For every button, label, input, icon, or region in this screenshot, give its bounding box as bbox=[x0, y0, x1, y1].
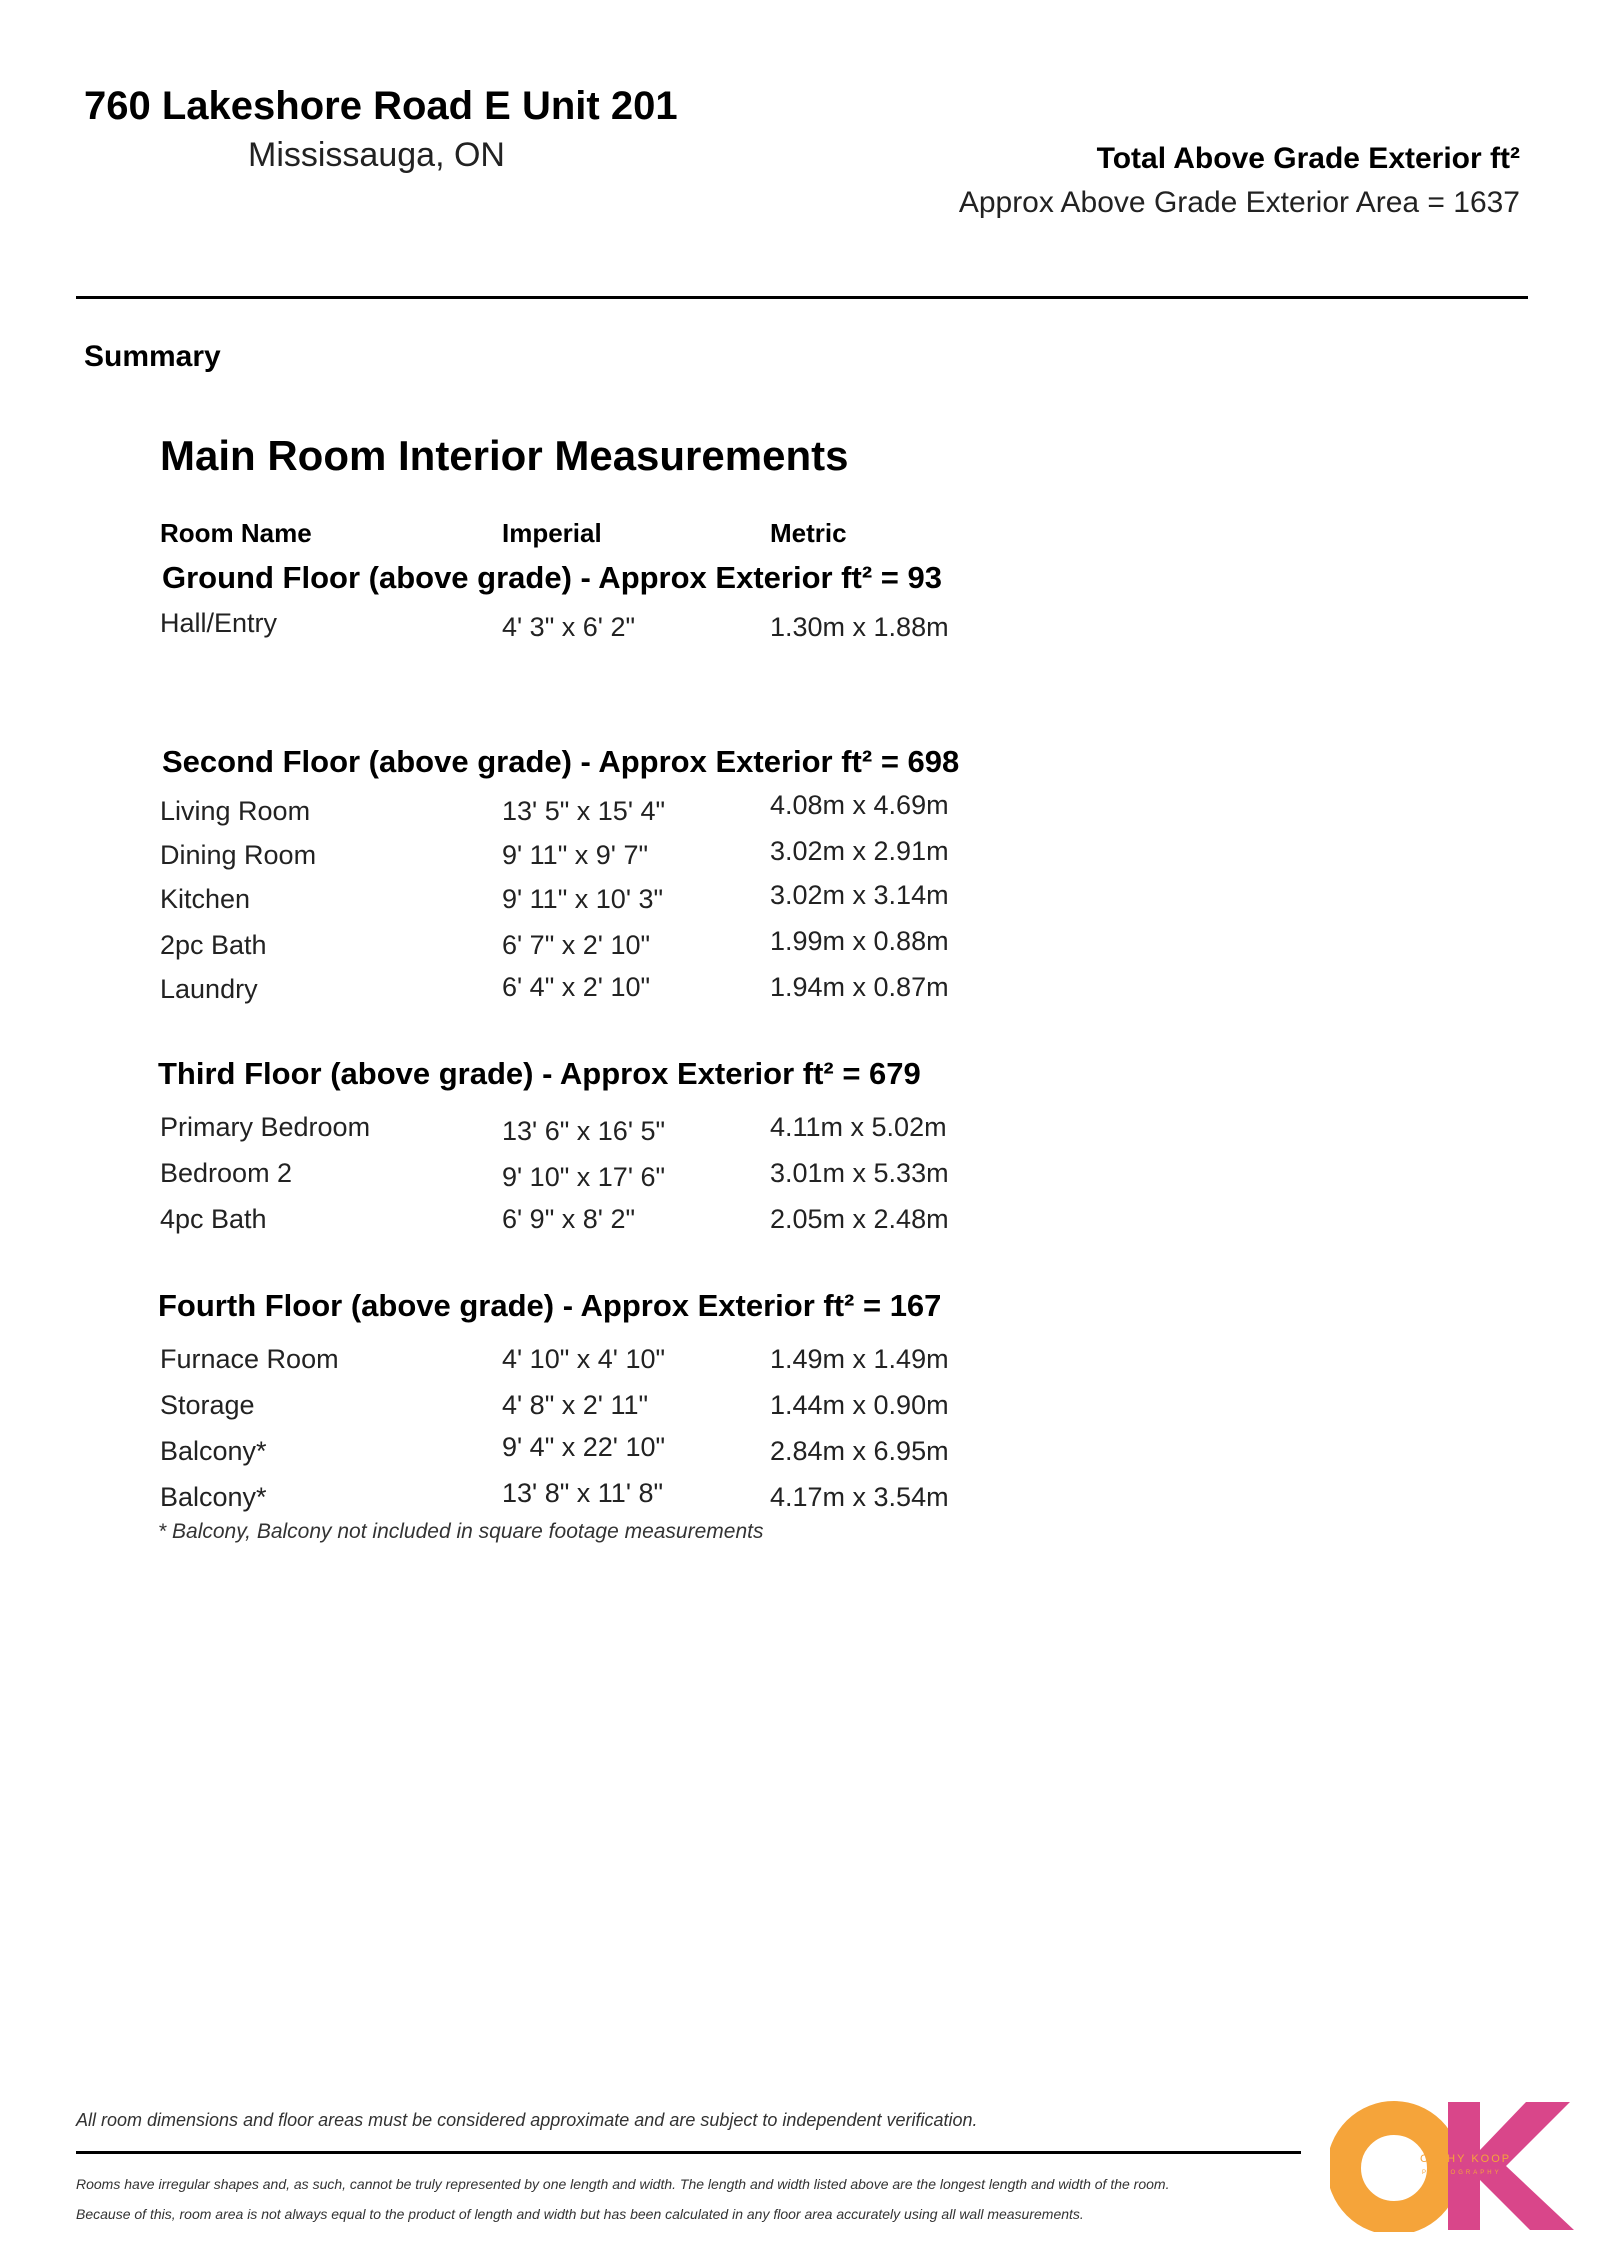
room-metric: 4.11m x 5.02m bbox=[770, 1112, 947, 1142]
column-header-imperial: Imperial bbox=[502, 518, 602, 548]
logo-brand-subtitle: PHOTOGRAPHY bbox=[1422, 2170, 1502, 2176]
room-metric: 1.94m x 0.87m bbox=[770, 972, 949, 1002]
fine-print-1: Rooms have irregular shapes and, as such, cannot be truly represented by one length and width. The length and width listed above are the longest length and width of the room. bbox=[76, 2176, 1170, 2192]
room-metric: 3.01m x 5.33m bbox=[770, 1158, 949, 1188]
room-imperial: 9' 4" x 22' 10" bbox=[502, 1432, 666, 1462]
room-name: Balcony* bbox=[160, 1482, 267, 1512]
summary-heading: Summary bbox=[84, 340, 221, 373]
column-header-metric: Metric bbox=[770, 518, 847, 548]
property-city: Mississauga, ON bbox=[248, 136, 505, 174]
room-name: Living Room bbox=[160, 796, 311, 826]
room-imperial: 9' 11" x 9' 7" bbox=[502, 840, 649, 870]
balcony-footnote: * Balcony, Balcony not included in square footage measurements bbox=[158, 1520, 764, 1543]
room-name: Bedroom 2 bbox=[160, 1158, 293, 1188]
room-imperial: 6' 7" x 2' 10" bbox=[502, 930, 651, 960]
property-address: 760 Lakeshore Road E Unit 201 bbox=[84, 84, 678, 128]
room-name: Balcony* bbox=[160, 1436, 267, 1466]
room-imperial: 4' 10" x 4' 10" bbox=[502, 1344, 666, 1374]
column-header-room: Room Name bbox=[160, 518, 312, 548]
fine-print-2: Because of this, room area is not always equal to the product of length and width but has been calculated in any floor area accurately using all wall measurements. bbox=[76, 2206, 1084, 2222]
room-metric: 4.08m x 4.69m bbox=[770, 790, 949, 820]
room-name: Laundry bbox=[160, 974, 258, 1004]
total-area-value: Approx Above Grade Exterior Area = 1637 bbox=[958, 186, 1520, 219]
room-metric: 1.44m x 0.90m bbox=[770, 1390, 949, 1420]
room-imperial: 6' 4" x 2' 10" bbox=[502, 972, 651, 1002]
room-metric: 4.17m x 3.54m bbox=[770, 1482, 949, 1512]
room-imperial: 13' 5" x 15' 4" bbox=[502, 796, 666, 826]
room-imperial: 4' 3" x 6' 2" bbox=[502, 612, 636, 642]
footer-divider bbox=[76, 2151, 1301, 2154]
room-imperial: 13' 6" x 16' 5" bbox=[502, 1116, 666, 1146]
room-name: Dining Room bbox=[160, 840, 317, 870]
section-title: Main Room Interior Measurements bbox=[160, 432, 849, 479]
room-name: 4pc Bath bbox=[160, 1204, 267, 1234]
room-name: Primary Bedroom bbox=[160, 1112, 371, 1142]
room-name: 2pc Bath bbox=[160, 930, 267, 960]
room-metric: 2.84m x 6.95m bbox=[770, 1436, 949, 1466]
room-metric: 2.05m x 2.48m bbox=[770, 1204, 949, 1234]
logo-brand-name: CATHY KOOP bbox=[1420, 2153, 1512, 2165]
total-area-label: Total Above Grade Exterior ft² bbox=[1096, 142, 1520, 175]
room-imperial: 9' 11" x 10' 3" bbox=[502, 884, 664, 914]
floor-title-second: Second Floor (above grade) - Approx Exterior ft² = 698 bbox=[162, 744, 960, 779]
room-metric: 1.30m x 1.88m bbox=[770, 612, 949, 642]
room-metric: 1.49m x 1.49m bbox=[770, 1344, 949, 1374]
logo bbox=[1330, 2098, 1580, 2232]
floor-title-ground: Ground Floor (above grade) - Approx Exterior ft² = 93 bbox=[162, 560, 942, 595]
room-imperial: 9' 10" x 17' 6" bbox=[502, 1162, 666, 1192]
room-metric: 3.02m x 2.91m bbox=[770, 836, 949, 866]
disclaimer: All room dimensions and floor areas must be considered approximate and are subject to independent verification. bbox=[76, 2110, 978, 2130]
room-name: Furnace Room bbox=[160, 1344, 339, 1374]
room-imperial: 13' 8" x 11' 8" bbox=[502, 1478, 664, 1508]
logo-o-ring bbox=[1344, 2118, 1444, 2218]
room-name: Hall/Entry bbox=[160, 608, 278, 638]
room-imperial: 6' 9" x 8' 2" bbox=[502, 1204, 636, 1234]
room-name: Storage bbox=[160, 1390, 255, 1420]
room-metric: 3.02m x 3.14m bbox=[770, 880, 949, 910]
room-imperial: 4' 8" x 2' 11" bbox=[502, 1390, 649, 1420]
logo-k-letter bbox=[1448, 2102, 1574, 2230]
room-metric: 1.99m x 0.88m bbox=[770, 926, 949, 956]
floor-title-third: Third Floor (above grade) - Approx Exterior ft² = 679 bbox=[158, 1056, 921, 1091]
room-name: Kitchen bbox=[160, 884, 251, 914]
floor-title-fourth: Fourth Floor (above grade) - Approx Exterior ft² = 167 bbox=[158, 1288, 942, 1323]
header-divider bbox=[76, 296, 1528, 299]
